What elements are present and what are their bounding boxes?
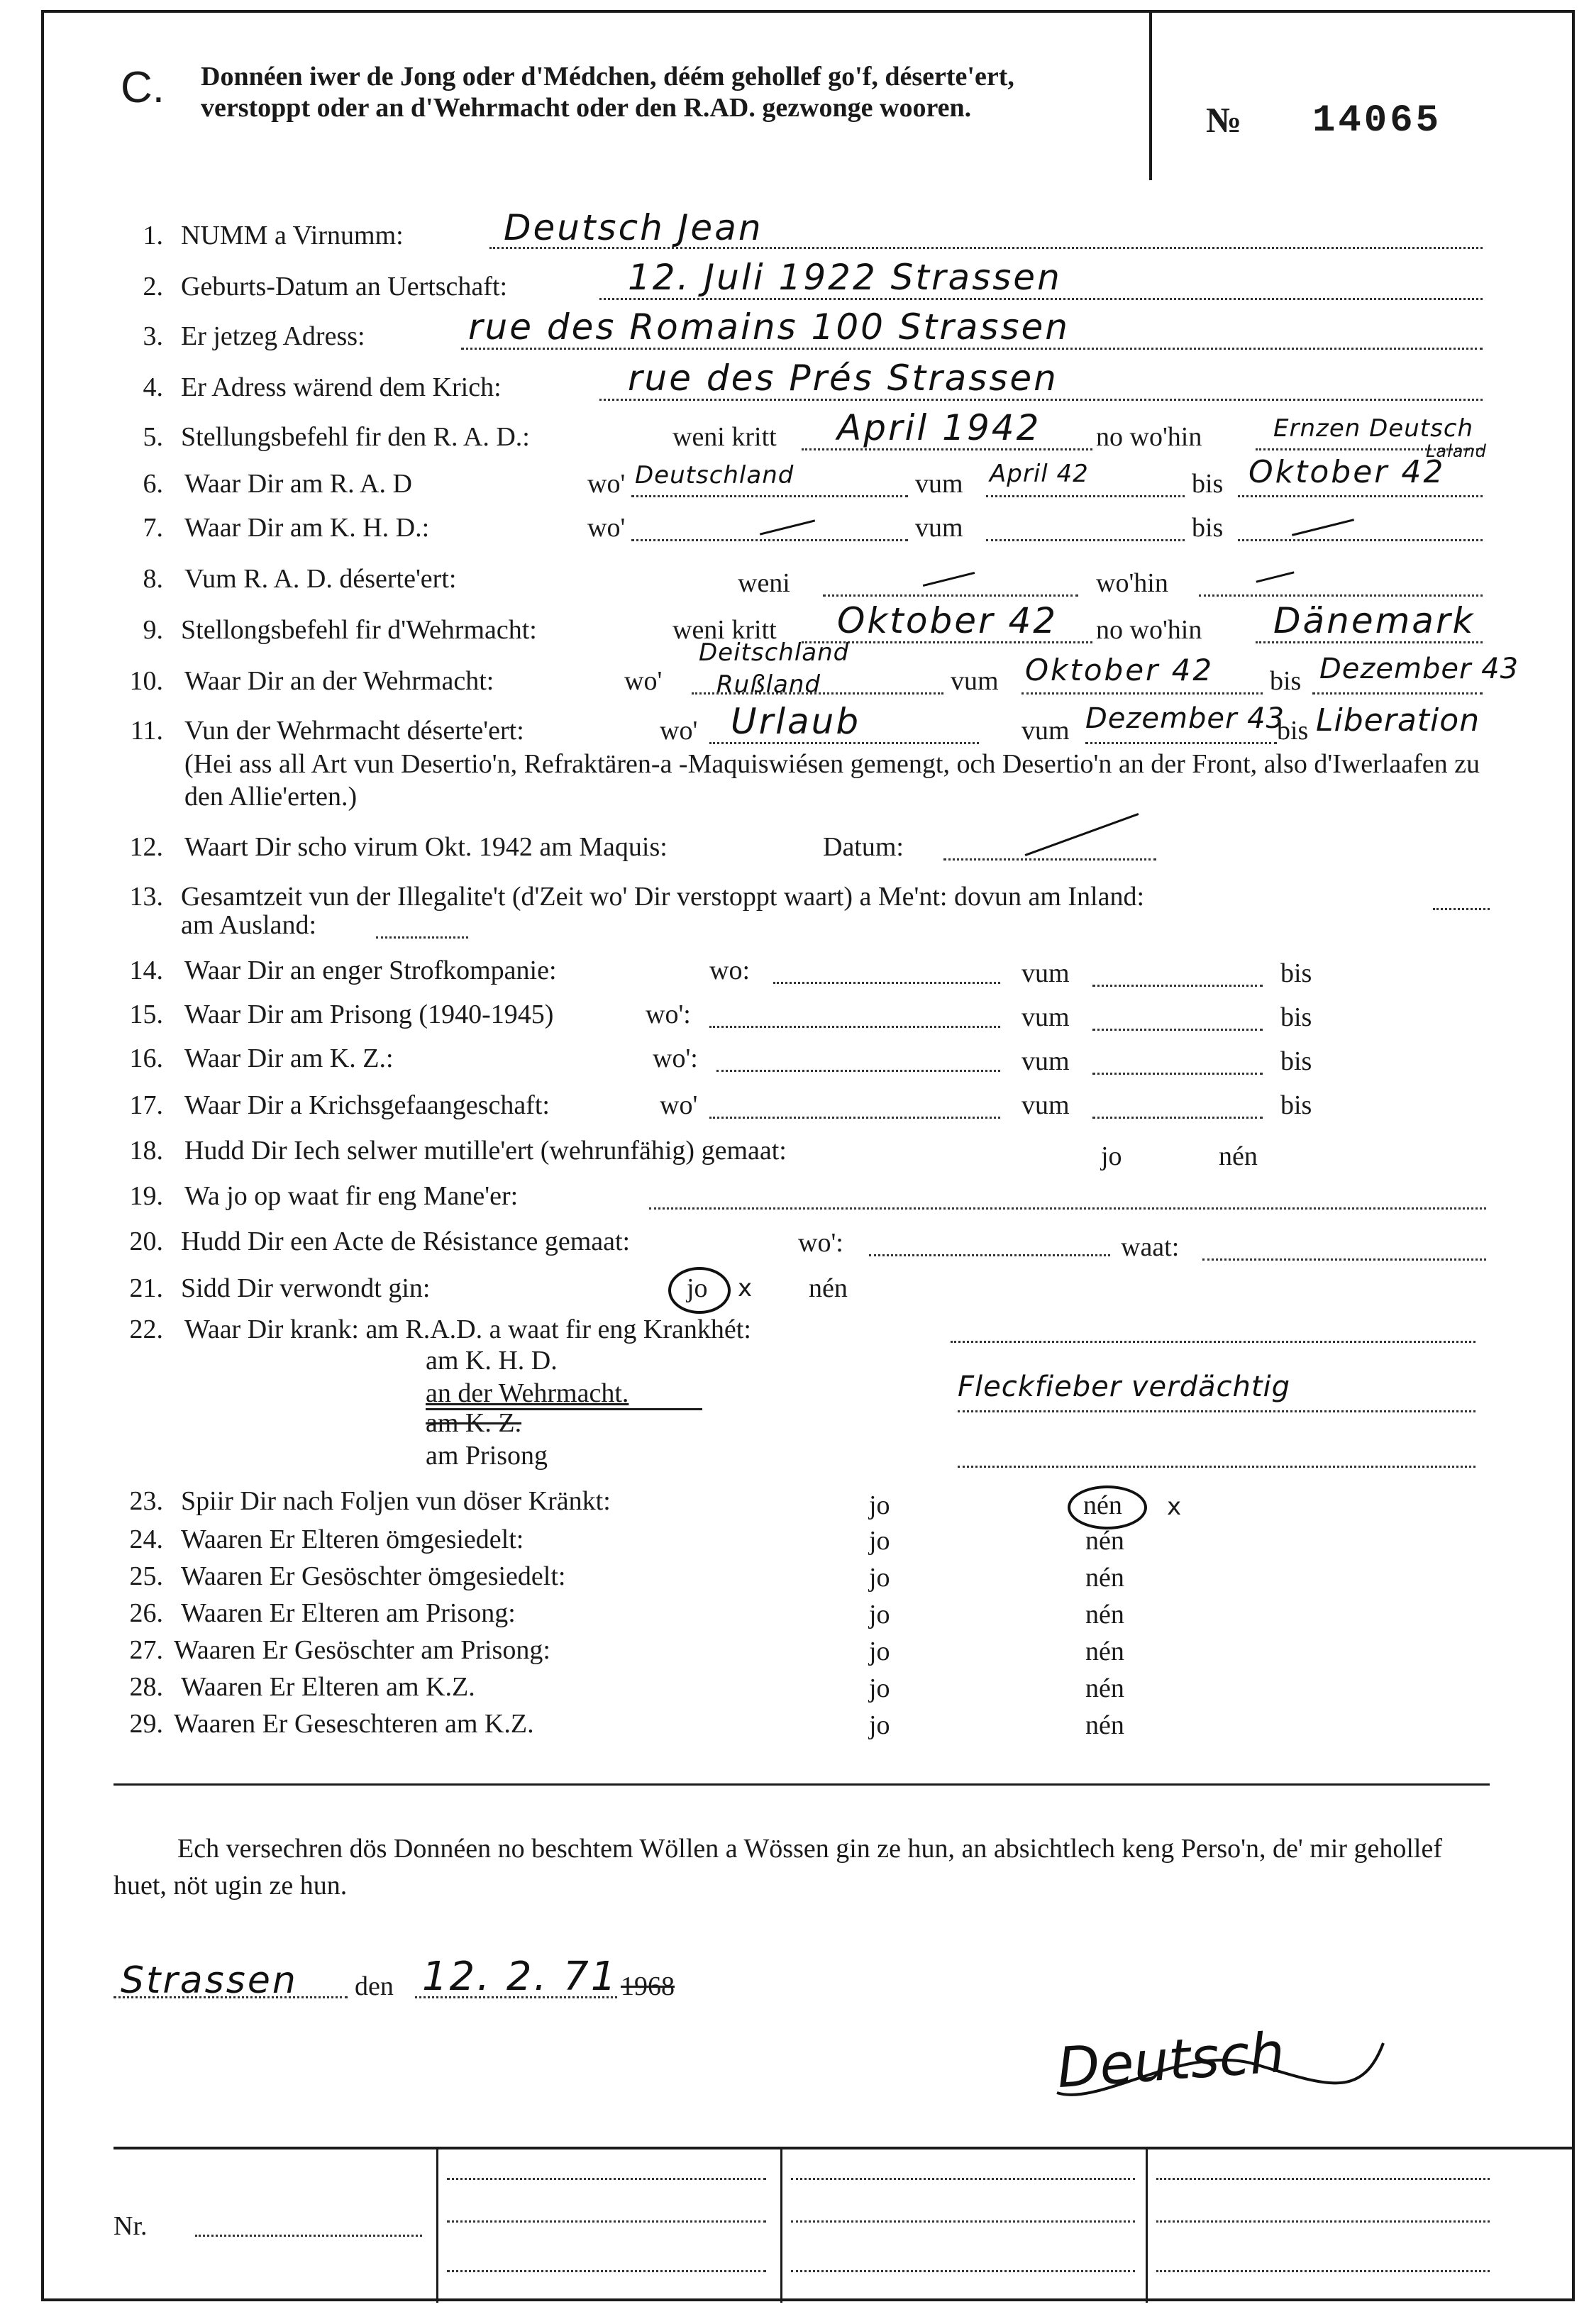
item-label: Hudd Dir Iech selwer mutille'ert (wehrunfähig) gemaat: <box>184 1136 787 1166</box>
item-number: 4. <box>143 372 163 402</box>
item-label: Vun der Wehrmacht déserte'ert: <box>184 716 524 746</box>
footer-nr-label: Nr. <box>114 2211 148 2241</box>
section-letter: C. <box>121 63 165 112</box>
answer-line <box>114 1996 348 1998</box>
item-label: Sidd Dir verwondt gin: <box>181 1273 431 1303</box>
item-number: 1. <box>143 221 163 250</box>
answer-line <box>869 1254 1110 1256</box>
item-label: Waaren Er Gesöschter ömgesiedelt: <box>181 1561 566 1591</box>
sub-label: am Prisong <box>426 1441 548 1471</box>
yes-option: jo <box>869 1490 890 1520</box>
footer-column-divider <box>436 2147 438 2303</box>
answer-line <box>823 594 1078 597</box>
from-label: vum <box>1022 1090 1070 1120</box>
answer-line <box>1022 692 1263 695</box>
item-label: Geburts-Datum an Uertschaft: <box>181 272 508 301</box>
answer-line <box>958 1466 1476 1468</box>
item-number: 9. <box>143 615 163 645</box>
waat-label: waat: <box>1121 1232 1180 1262</box>
item-number: 14. <box>129 956 163 985</box>
no-option: nén <box>1085 1526 1124 1556</box>
footer-line <box>791 2178 1135 2180</box>
item-label: NUMM a Virnumm: <box>181 221 404 250</box>
item-label: Vum R. A. D. déserte'ert: <box>184 564 457 594</box>
from-label: vum <box>915 513 963 543</box>
answer-line <box>986 495 1185 497</box>
to-label: bis <box>1192 469 1224 499</box>
answer-wehrmacht-from: Oktober 42 <box>1025 653 1214 687</box>
answer-line <box>415 1996 617 1998</box>
item-label: Waaren Er Elteren am Prisong: <box>181 1598 516 1628</box>
item-number: 7. <box>143 513 163 543</box>
footer-line <box>791 2220 1135 2223</box>
number-sign: № <box>1206 100 1242 140</box>
yes-option: jo <box>869 1526 890 1556</box>
item-label: Er jetzeg Adress: <box>181 321 365 351</box>
answer-line <box>986 539 1185 541</box>
answer-line <box>709 742 979 744</box>
footer-line <box>447 2270 766 2272</box>
answer-line <box>599 298 1483 300</box>
no-option: nén <box>1085 1637 1124 1666</box>
to-label: bis <box>1192 513 1224 543</box>
answer-line <box>1092 1073 1263 1075</box>
to-label: bis <box>1270 666 1302 696</box>
answer-rad-to: Oktober 42 <box>1248 454 1446 490</box>
when-label: weni kritt <box>672 422 777 452</box>
signature-place: Strassen <box>121 1959 298 2002</box>
no-option: nén <box>1219 1141 1258 1171</box>
item-number: 11. <box>130 716 163 746</box>
answer-illness: Fleckfieber verdächtig <box>958 1371 1291 1403</box>
answer-line <box>1238 539 1483 541</box>
answer-rad-where-note: Laland <box>1426 441 1487 461</box>
item-number: 28. <box>129 1672 163 1702</box>
item-number: 2. <box>143 272 163 301</box>
item-label: Waar Dir am R. A. D <box>184 469 412 499</box>
check-mark: x <box>1167 1493 1182 1521</box>
answer-line <box>599 399 1483 401</box>
item-label: Waar Dir am Prisong (1940-1945) <box>184 1000 554 1029</box>
wo-label: wo: <box>709 956 750 985</box>
item-number: 10. <box>129 666 163 696</box>
item-label: Gesamtzeit vun der Illegalite't (d'Zeit wo' Dir verstoppt waart) a Me'nt: dovun am Inland: <box>181 882 1145 912</box>
form-title: Donnéen iwer de Jong oder d'Médchen, déém gehollef go'f, déserte'ert, verstoppt oder an d'Wehrmacht oder den R.AD. gezwonge wooren. <box>201 62 1014 123</box>
signature-date: 12. 2. 71 <box>422 1954 619 2000</box>
yes-option: jo <box>869 1637 890 1666</box>
answer-line <box>1238 495 1483 497</box>
answer-line <box>1199 594 1483 597</box>
answer-line <box>958 1410 1476 1412</box>
item-label: Waaren Er Elteren ömgesiedelt: <box>181 1525 524 1554</box>
no-option: nén <box>1083 1490 1122 1520</box>
item-number: 13. <box>129 882 163 912</box>
item-number: 22. <box>129 1315 163 1344</box>
wo-label: wo': <box>653 1044 698 1073</box>
from-label: vum <box>915 469 963 499</box>
item-label: Waar Dir an der Wehrmacht: <box>184 666 494 696</box>
item-number: 8. <box>143 564 163 594</box>
answer-line <box>1202 1258 1486 1261</box>
where-label: no wo'hin <box>1096 422 1202 452</box>
item-number: 18. <box>129 1136 163 1166</box>
item-label: Waart Dir scho virum Okt. 1942 am Maquis: <box>184 832 668 862</box>
wo-label: wo' <box>624 666 663 696</box>
item-number: 6. <box>143 469 163 499</box>
signature-flourish <box>1043 2015 1397 2121</box>
no-option: nén <box>1085 1673 1124 1703</box>
item-label: Stellongsbefehl fir d'Wehrmacht: <box>181 615 537 645</box>
footer-line <box>1156 2220 1490 2223</box>
answer-line <box>1092 985 1263 987</box>
wo-label: wo': <box>646 1000 691 1029</box>
item-label: Waaren Er Geseschteren am K.Z. <box>174 1709 534 1739</box>
answer-wehrmacht-place: Deitschland <box>699 638 850 667</box>
answer-line <box>709 1117 1000 1119</box>
check-mark: x <box>738 1274 753 1302</box>
from-label: vum <box>1022 958 1070 988</box>
item-label: Hudd Dir een Acte de Résistance gemaat: <box>181 1227 631 1256</box>
item-label: Waar Dir a Krichsgefaangeschaft: <box>184 1090 550 1120</box>
item-number: 27. <box>129 1635 163 1665</box>
item-label: Waar Dir krank: am R.A.D. a waat fir eng Krankhét: <box>184 1315 751 1344</box>
footer-column-divider <box>780 2147 782 2303</box>
item-number: 15. <box>129 1000 163 1029</box>
section-divider <box>114 1783 1490 1786</box>
when-label: weni kritt <box>672 615 777 645</box>
yes-option: jo <box>687 1273 708 1303</box>
wo-label: wo' <box>660 1090 698 1120</box>
to-label: bis <box>1280 958 1312 988</box>
item-label: Er Adress wärend dem Krich: <box>181 372 502 402</box>
date-label: Datum: <box>823 832 904 862</box>
answer-line <box>376 936 468 939</box>
to-label: bis <box>1280 1046 1312 1076</box>
item-number: 19. <box>129 1181 163 1211</box>
header-divider <box>1149 10 1152 180</box>
footer-column-divider <box>1146 2147 1148 2303</box>
answer-line <box>1312 692 1483 695</box>
yes-option: jo <box>869 1710 890 1740</box>
where-label: wo'hin <box>1096 568 1168 598</box>
answer-line <box>716 1070 1000 1072</box>
from-label: vum <box>1022 716 1070 746</box>
den-label: den <box>355 1971 394 2001</box>
answer-line <box>1256 641 1483 643</box>
answer-war-address: rue des Prés Strassen <box>628 358 1058 399</box>
declaration-text: Ech versechren dös Donnéen no beschtem Wöllen a Wössen gin ze hun, an absichtlech keng Perso'n, de' mir gehollef huet, nöt ugin ze hun. <box>114 1834 1442 1900</box>
no-option: nén <box>1085 1600 1124 1629</box>
answer-rad-when: April 1942 <box>837 407 1041 448</box>
answer-desertion-to: Liberation <box>1316 702 1480 738</box>
answer-line <box>631 539 908 541</box>
item-number: 16. <box>129 1044 163 1073</box>
item-label: Waar Dir am K. Z.: <box>184 1044 394 1073</box>
footer-line <box>791 2270 1135 2272</box>
item-label: Wa jo op waat fir eng Mane'er: <box>184 1181 519 1211</box>
answer-line <box>649 1207 1486 1210</box>
answer-line <box>1092 1117 1263 1119</box>
item-label: Waaren Er Elteren am K.Z. <box>181 1672 475 1702</box>
item-label: am Ausland: <box>181 910 317 940</box>
item-number: 5. <box>143 422 163 452</box>
answer-rad-where: Ernzen Deutsch <box>1273 414 1474 443</box>
answer-desertion-where: Urlaub <box>731 701 861 742</box>
item-number: 3. <box>143 321 163 351</box>
sub-label: an der Wehrmacht. <box>426 1378 629 1408</box>
answer-line <box>1085 742 1277 744</box>
item-label: Waar Dir am K. H. D.: <box>184 513 430 543</box>
answer-line <box>802 448 1092 450</box>
footer-line <box>447 2220 766 2223</box>
signature: Deutsch <box>1055 2020 1287 2101</box>
item-number: 12. <box>129 832 163 862</box>
from-label: vum <box>1022 1002 1070 1032</box>
from-label: vum <box>951 666 999 696</box>
answer-line <box>461 348 1483 350</box>
answer-wehrmacht-place-2: Rußland <box>716 670 821 699</box>
form-number: 14065 <box>1312 99 1442 143</box>
to-label: bis <box>1280 1002 1312 1032</box>
item-number: 17. <box>129 1090 163 1120</box>
sub-label: am K. Z. <box>426 1408 522 1438</box>
answer-line <box>1092 1029 1263 1031</box>
wo-label: wo' <box>660 716 698 746</box>
footer-line <box>447 2178 766 2180</box>
yes-option: jo <box>869 1600 890 1629</box>
item-label: Stellungsbefehl fir den R. A. D.: <box>181 422 530 452</box>
answer-line <box>631 495 908 497</box>
wo-label: wo': <box>798 1228 843 1258</box>
item-number: 25. <box>129 1561 163 1591</box>
where-label: no wo'hin <box>1096 615 1202 645</box>
printed-year: 1968 <box>621 1971 675 2001</box>
no-option: nén <box>1085 1710 1124 1740</box>
yes-option: jo <box>869 1563 890 1593</box>
to-label: bis <box>1280 1090 1312 1120</box>
answer-desertion-from: Dezember 43 <box>1085 702 1285 735</box>
footer-rule <box>114 2147 1575 2149</box>
answer-wehrmacht-where: Dänemark <box>1273 600 1476 641</box>
answer-wehrmacht-to: Dezember 43 <box>1319 653 1519 685</box>
yes-option: jo <box>1101 1141 1122 1171</box>
item-number: 26. <box>129 1598 163 1628</box>
answer-line <box>773 982 1000 984</box>
yes-option: jo <box>869 1673 890 1703</box>
answer-line <box>951 1341 1476 1343</box>
item-label: Waar Dir an enger Strofkompanie: <box>184 956 557 985</box>
no-option: nén <box>1085 1563 1124 1593</box>
answer-line <box>943 858 1156 861</box>
footer-line <box>1156 2270 1490 2272</box>
answer-wehrmacht-when: Oktober 42 <box>837 600 1058 641</box>
answer-birth: 12. Juli 1922 Strassen <box>628 257 1062 298</box>
wo-label: wo' <box>587 469 626 499</box>
answer-line <box>709 1026 1000 1028</box>
footer-line <box>1156 2178 1490 2180</box>
item-number: 20. <box>129 1227 163 1256</box>
answer-line <box>1433 908 1490 910</box>
wo-label: wo' <box>587 513 626 543</box>
item-number: 21. <box>129 1273 163 1303</box>
no-option: nén <box>809 1273 848 1303</box>
sub-label: am K. H. D. <box>426 1346 558 1376</box>
answer-address: rue des Romains 100 Strassen <box>468 306 1070 348</box>
answer-rad-from: April 42 <box>990 460 1089 488</box>
item-number: 24. <box>129 1525 163 1554</box>
item-label: Waaren Er Gesöschter am Prisong: <box>174 1635 550 1665</box>
item-number: 23. <box>129 1486 163 1516</box>
from-label: vum <box>1022 1046 1070 1076</box>
item-label: Spiir Dir nach Foljen vun döser Kränkt: <box>181 1486 611 1516</box>
item-11-note: (Hei ass all Art vun Desertio'n, Refraktären-a -Maquiswiésen gemengt, och Desertio'n an der Front, also d'Iwerlaafen zu den Allie'erten.) <box>184 749 1480 812</box>
when-label: weni <box>738 568 790 598</box>
answer-rad-where: Deutschland <box>635 461 794 489</box>
answer-name: Deutsch Jean <box>504 207 763 248</box>
item-number: 29. <box>129 1709 163 1739</box>
answer-line <box>195 2235 422 2237</box>
to-label: bis <box>1277 716 1309 746</box>
